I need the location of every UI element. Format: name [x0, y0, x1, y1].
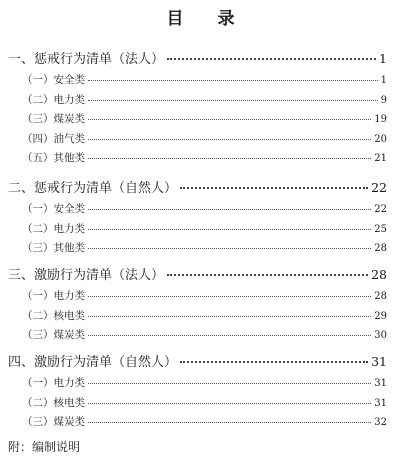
dot-leader — [88, 296, 371, 297]
appendix-entry[interactable]: 附：编制说明 — [8, 440, 81, 454]
toc-subsection-row[interactable] — [22, 150, 387, 165]
toc-subsection-label: （三）煤炭类 — [22, 113, 85, 125]
toc-subsection-label: （二）电力类 — [22, 222, 85, 235]
toc-section-page-number: 22 — [371, 180, 387, 195]
toc-subsection-row[interactable] — [22, 288, 387, 303]
toc-subsection-page-number: 20 — [374, 133, 387, 145]
toc-subsection-page-number: 22 — [374, 204, 387, 215]
toc-subsection-page-number: 30 — [374, 330, 387, 341]
dot-leader — [88, 403, 371, 404]
toc-subsection-label: （五）其他类 — [22, 152, 85, 164]
toc-section-page-number: 1 — [379, 51, 387, 66]
dot-leader — [88, 383, 371, 384]
toc-subsection-row[interactable] — [22, 240, 387, 255]
dot-leader — [88, 209, 371, 210]
toc-subsection-row[interactable] — [22, 375, 387, 390]
toc-section-page-number: 28 — [371, 267, 387, 282]
toc-section-label: 三、激励行为清单（法人） — [8, 268, 165, 283]
toc-section-row[interactable] — [8, 351, 387, 370]
dot-leader — [88, 119, 371, 120]
toc-subsection-page-number: 28 — [374, 243, 387, 254]
dot-leader — [88, 248, 371, 249]
dot-leader — [88, 335, 371, 336]
toc-section-label: 二、惩戒行为清单（自然人） — [8, 181, 178, 196]
toc-subsection-label: （一）安全类 — [22, 74, 85, 86]
toc-section-row[interactable] — [8, 48, 387, 67]
toc-subsection-row[interactable] — [22, 131, 387, 146]
toc-subsection-page-number: 32 — [374, 417, 387, 428]
toc-subsection-row[interactable] — [22, 221, 387, 236]
page-title: 目 录 — [166, 9, 249, 29]
dot-leader — [180, 187, 368, 189]
toc-subsection-page-number: 1 — [380, 75, 387, 86]
toc-subsection-label: （三）煤炭类 — [22, 329, 85, 341]
dot-leader — [88, 139, 371, 140]
toc-subsection-page-number: 31 — [374, 397, 387, 409]
toc-subsection-label: （二）核电类 — [22, 309, 85, 322]
toc-subsection-label: （四）油气类 — [22, 132, 85, 145]
toc-section-label: 四、激励行为清单（自然人） — [8, 355, 178, 370]
dot-leader — [167, 274, 368, 276]
toc-subsection-label: （一）电力类 — [22, 377, 85, 389]
toc-subsection-row[interactable] — [22, 395, 387, 410]
toc-subsection-page-number: 19 — [374, 114, 387, 125]
dot-leader — [180, 361, 368, 363]
dot-leader — [88, 100, 378, 101]
toc-subsection-row[interactable] — [22, 414, 387, 429]
toc-section-row[interactable] — [8, 264, 387, 283]
toc-subsection-label: （一）电力类 — [22, 290, 85, 302]
toc-subsection-row[interactable] — [22, 201, 387, 216]
toc-subsection-label: （二）电力类 — [22, 93, 85, 106]
dot-leader — [88, 229, 371, 230]
dot-leader — [88, 80, 378, 81]
toc-subsection-row[interactable] — [22, 92, 387, 107]
toc-subsection-page-number: 31 — [374, 378, 387, 389]
toc-subsection-label: （三）煤炭类 — [22, 416, 85, 428]
toc-subsection-page-number: 25 — [374, 223, 387, 235]
toc-subsection-label: （一）安全类 — [22, 203, 85, 215]
toc-section-page-number: 31 — [371, 354, 387, 369]
toc-subsection-label: （三）其他类 — [22, 242, 85, 254]
toc-subsection-row[interactable] — [22, 327, 387, 342]
toc-subsection-page-number: 29 — [374, 310, 387, 322]
toc-subsection-page-number: 21 — [374, 153, 387, 164]
toc-section-row[interactable] — [8, 177, 387, 196]
toc-subsection-row[interactable] — [22, 308, 387, 323]
toc-section-label: 一、惩戒行为清单（法人） — [8, 52, 165, 67]
toc-subsection-row[interactable] — [22, 72, 387, 87]
toc-subsection-page-number: 28 — [374, 291, 387, 302]
dot-leader — [88, 422, 371, 423]
toc-subsection-page-number: 9 — [380, 94, 387, 106]
dot-leader — [167, 58, 376, 60]
toc-subsection-label: （二）核电类 — [22, 396, 85, 409]
dot-leader — [88, 158, 371, 159]
toc-subsection-row[interactable] — [22, 111, 387, 126]
dot-leader — [88, 316, 371, 317]
